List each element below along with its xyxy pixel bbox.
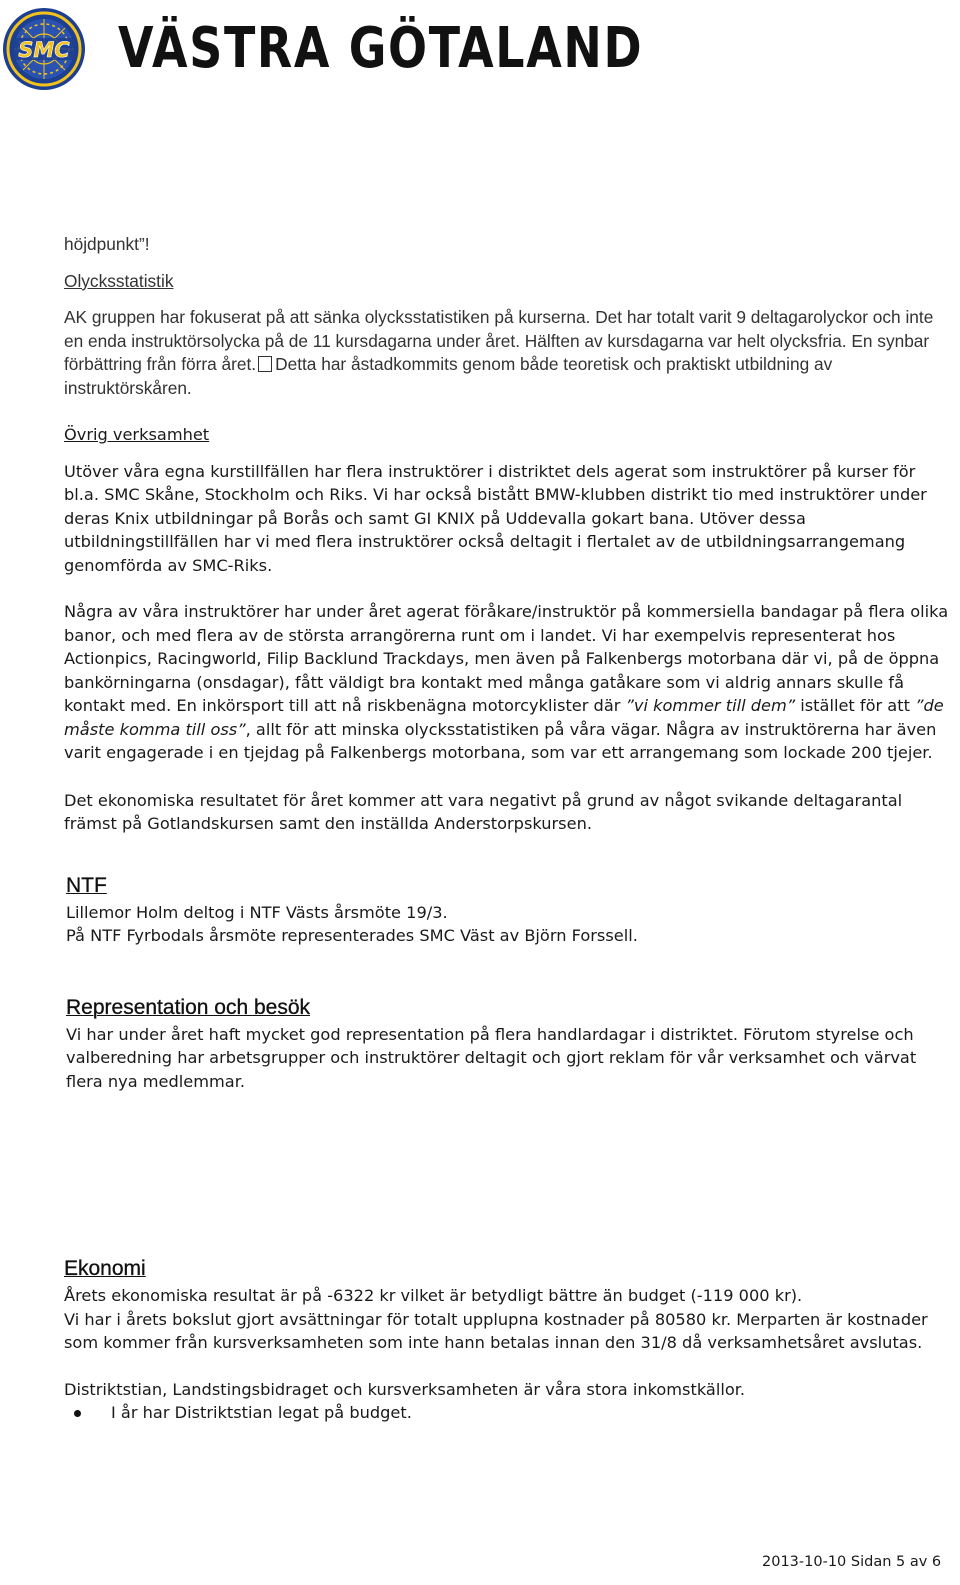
- heading-ovrig-verksamhet: Övrig verksamhet: [64, 425, 210, 444]
- paragraph-ovrig-2-c: , allt för att minska olycksstatistiken på våra vägar. Några av instruktörerna har även varit engagerade i en tjejdag på Falkenbergs motorbana, som var ett arrangemang som lockade 200 tjejer.: [64, 719, 937, 762]
- bullet-icon: [74, 1410, 81, 1417]
- missing-glyph-box: [258, 356, 272, 372]
- logo-text: SMC: [18, 38, 70, 62]
- paragraph-olycksstatistik: [64, 306, 949, 400]
- heading-ekonomi: Ekonomi: [64, 1257, 146, 1280]
- heading-olycksstatistik: Olycksstatistik: [64, 270, 174, 291]
- heading-ntf: NTF: [66, 873, 107, 897]
- paragraph-representation: Vi har under året haft mycket god representation på flera handlardagar i distriktet. Förutom styrelse och valberedning har arbetsgrupper och instruktörer deltagit och gjort reklam för vår verksamhet och värvat flera nya medlemmar.: [66, 1024, 917, 1091]
- paragraph-ovrig-2: [64, 600, 949, 765]
- quote-vi-kommer: ”vi kommer till dem”: [625, 696, 796, 715]
- ekonomi-paragraph-3: Distriktstian, Landstingsbidraget och kursverksamheten är våra stora inkomstkällor.: [64, 1379, 746, 1399]
- ekonomi-line-1: Årets ekonomiska resultat är på -6322 kr vilket är betydligt bättre än budget (-119 000 kr).: [64, 1286, 803, 1305]
- paragraph-ovrig-2-b: istället för att: [795, 696, 916, 715]
- paragraph-olycksstatistik-a: AK gruppen har fokuserat på att sänka olycksstatistiken på kurserna. Det har totalt varit 9 deltagarolyckor och inte en enda instruktörsolycka på de 11 kursdagarna under året. Hälften av kursdagarna var helt olycksfria. En synbar förbättring från förra året.: [64, 307, 934, 374]
- ekonomi-paragraph-2: Vi har i årets bokslut gjort avsättningar för totalt upplupna kostnader på 80580 kr. Merparten är kostnader som kommer från kursverksamheten som inte hann betalas innan den 31/8 då verksamhetsåret avslutas.: [64, 1309, 928, 1352]
- quote-de-maste: ”de måste komma till oss”: [64, 696, 944, 739]
- region-title: VÄSTRA GÖTALAND: [118, 16, 644, 81]
- ntf-line-1: Lillemor Holm deltog i NTF Västs årsmöte 19/3.: [66, 902, 448, 922]
- paragraph-ovrig-3: Det ekonomiska resultatet för året kommer att vara negativt på grund av något svikande deltagarantal främst på Gotlandskursen samt den inställda Anderstorpskursen.: [64, 790, 903, 833]
- list-item: [64, 1401, 949, 1425]
- page-header: [0, 0, 960, 100]
- document-body: [64, 230, 949, 1425]
- ntf-line-2: På NTF Fyrbodals årsmöte representerades SMC Väst av Björn Forssell.: [66, 926, 638, 945]
- paragraph-ovrig-2-a: Några av våra instruktörer har under året agerat föråkare/instruktör på kommersiella bandagar på flera olika banor, och med flera av de största arrangörerna runt om i landet. Vi har exempelvis representerat hos Actionpics, Racingworld, Filip Backlund Trackdays, men även på Falkenbergs motorbana där vi, på de öppna bankörningarna (onsdagar), fått väldigt bra kontakt med många gatåkare som vi aldrig annars skulle få kontakt med. En inkörsport till att nå riskbenägna motorcyklister där: [64, 602, 949, 715]
- paragraph-ovrig-1: Utöver våra egna kurstillfällen har flera instruktörer i distriktet dels agerat som instruktörer på kurser för bl.a. SMC Skåne, Stockholm och Riks. Vi har också bistått BMW-klubben distrikt tio med instruktörer under deras Knix utbildningar på Borås och samt GI KNIX på Uddevalla gokart bana. Utöver dessa utbildningstillfällen har vi med flera instruktörer också deltagit i flertalet av de utbildningsarrangemang genomförda av SMC-Riks.: [64, 461, 927, 575]
- paragraph-olycksstatistik-b: Detta har åstadkommits genom både teoretisk och praktiskt utbildning av instruktörskåren.: [64, 354, 833, 398]
- continuation-text: höjdpunkt”!: [64, 234, 150, 254]
- page-footer: 2013-10-10 Sidan 5 av 6: [762, 1554, 942, 1570]
- bullet-text: I år har Distriktstian legat på budget.: [111, 1403, 412, 1422]
- heading-representation: Representation och besök: [66, 995, 310, 1019]
- smc-logo: [2, 6, 86, 92]
